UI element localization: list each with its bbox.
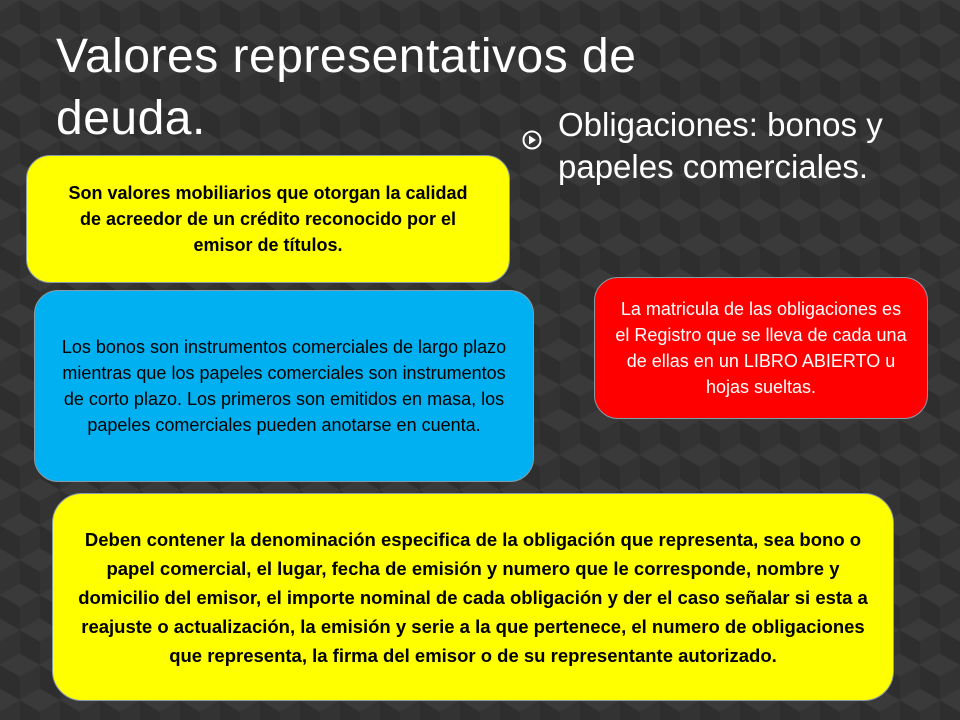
circle-arrow-icon bbox=[522, 118, 542, 138]
contents-box bbox=[52, 493, 894, 701]
contents-text: Deben contener la denominación especifica de la obligación que representa, sea bono o papel comercial, el lugar, fecha de emisión y numero que le corresponde, nombre y domicilio del emisor, el importe nominal de cada obligación y der el caso señalar si esta a reajuste o actualización, la emisión y serie a la que pertenece, el numero de obligaciones que representa, la firma del emisor o de su representante autorizado. bbox=[78, 528, 868, 666]
bullet-text: Obligaciones: bonos y papeles comerciales. bbox=[558, 106, 883, 185]
definition-text: Son valores mobiliarios que otorgan la calidad de acreedor de un crédito reconocido por el emisor de títulos. bbox=[68, 183, 468, 255]
bonds-text: Los bonos son instrumentos comerciales de largo plazo mientras que los papeles comerciales son instrumentos de corto plazo. Los primeros son emitidos en masa, los papeles comerciales pueden anotarse en cuenta. bbox=[61, 337, 507, 435]
bonds-box bbox=[34, 290, 534, 482]
registry-box bbox=[594, 277, 928, 419]
slide-title: Valores representativos de deuda. bbox=[56, 30, 637, 145]
definition-box bbox=[26, 155, 510, 283]
bullet-item bbox=[558, 104, 888, 188]
registry-text: La matricula de las obligaciones es el Registro que se lleva de cada una de ellas en un LIBRO ABIERTO u hojas sueltas. bbox=[615, 299, 907, 397]
